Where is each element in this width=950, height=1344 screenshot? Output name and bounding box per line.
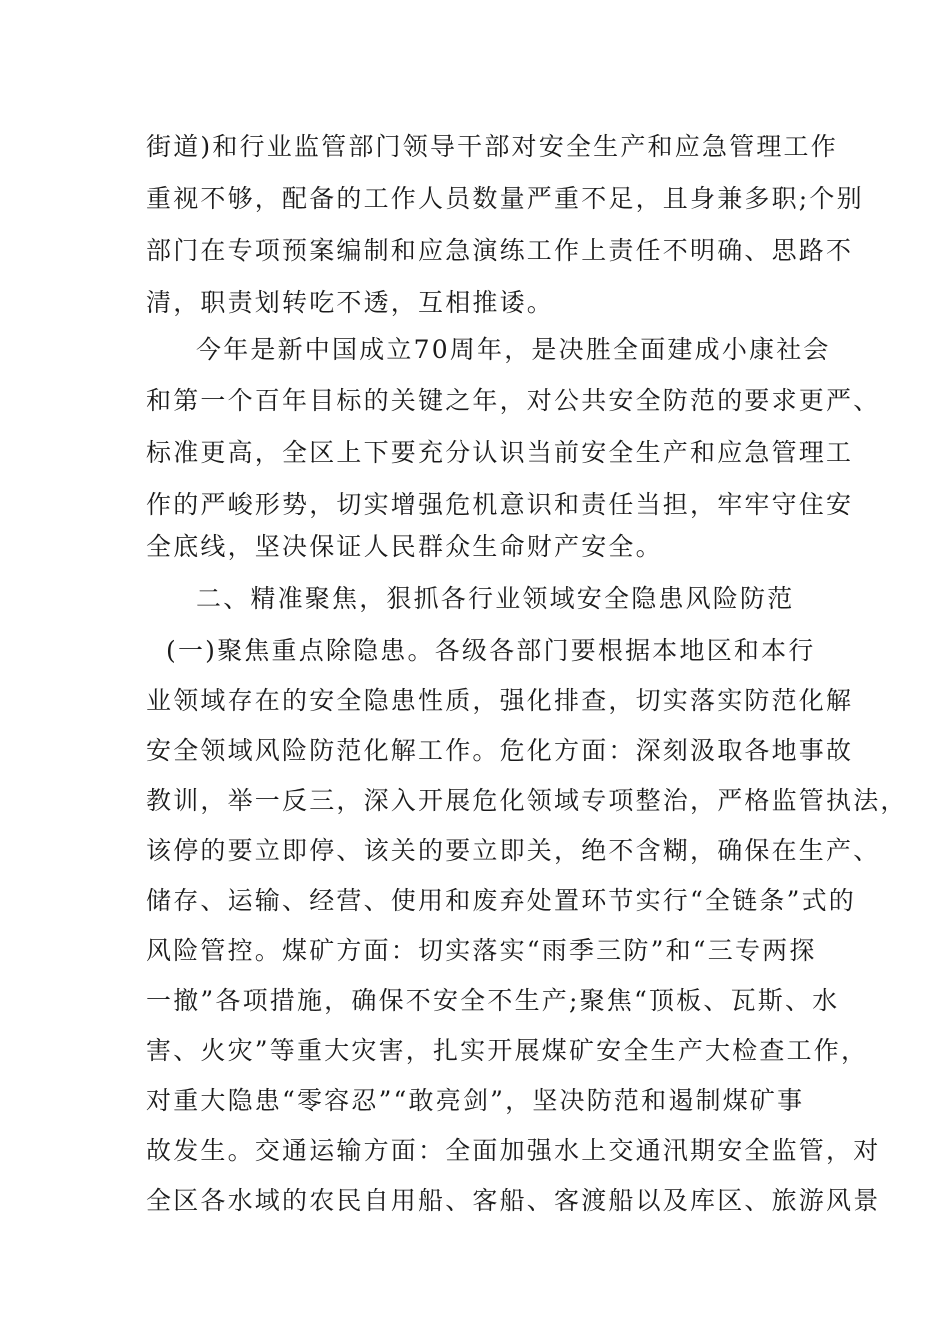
text-line: 部门在专项预案编制和应急演练工作上责任不明确、思路不 xyxy=(146,236,854,265)
text-line: 作的严峻形势，切实增强危机意识和责任当担，牢牢守住安 xyxy=(146,490,854,519)
text-line: 清，职责划转吃不透，互相推诿。 xyxy=(146,288,555,317)
text-line: 故发生。交通运输方面：全面加强水上交通汛期安全监管，对 xyxy=(146,1136,881,1165)
text-line: 教训，举一反三，深入开展危化领域专项整治，严格监管执法， xyxy=(146,786,908,815)
text-line: 对重大隐患“零容忍”“敢亮剑”，坚决防范和遏制煤矿事 xyxy=(146,1086,805,1115)
text-line: 安全领域风险防范化解工作。危化方面：深刻汲取各地事故 xyxy=(146,736,854,765)
paragraph-first-line: 今年是新中国成立70周年，是决胜全面建成小康社会 xyxy=(196,335,831,364)
text-line: 该停的要立即停、该关的要立即关，绝不含糊，确保在生产、 xyxy=(146,836,881,865)
text-line: 风险管控。煤矿方面：切实落实“雨季三防”和“三专两探 xyxy=(146,936,817,965)
subsection-first-line: (一)聚焦重点除隐患。各级各部门要根据本地区和本行 xyxy=(166,636,816,665)
text-line: 街道)和行业监管部门领导干部对安全生产和应急管理工作 xyxy=(146,132,838,161)
text-line: 标准更高，全区上下要充分认识当前安全生产和应急管理工 xyxy=(146,438,854,467)
text-line: 业领域存在的安全隐患性质，强化排查，切实落实防范化解 xyxy=(146,686,854,715)
text-line: 全区各水域的农民自用船、客船、客渡船以及库区、旅游风景 xyxy=(146,1186,881,1215)
text-line: 和第一个百年目标的关键之年，对公共安全防范的要求更严、 xyxy=(146,386,881,415)
text-line: 一撤”各项措施，确保不安全不生产;聚焦“顶板、瓦斯、水 xyxy=(146,986,840,1015)
text-line: 害、火灾”等重大灾害，扎实开展煤矿安全生产大检查工作， xyxy=(146,1036,869,1065)
text-line: 储存、运输、经营、使用和废弃处置环节实行“全链条”式的 xyxy=(146,886,856,915)
text-line: 重视不够，配备的工作人员数量严重不足，且身兼多职;个别 xyxy=(146,184,864,213)
text-line: 全底线，坚决保证人民群众生命财产安全。 xyxy=(146,532,663,561)
section-heading: 二、精准聚焦，狠抓各行业领域安全隐患风险防范 xyxy=(196,584,795,613)
